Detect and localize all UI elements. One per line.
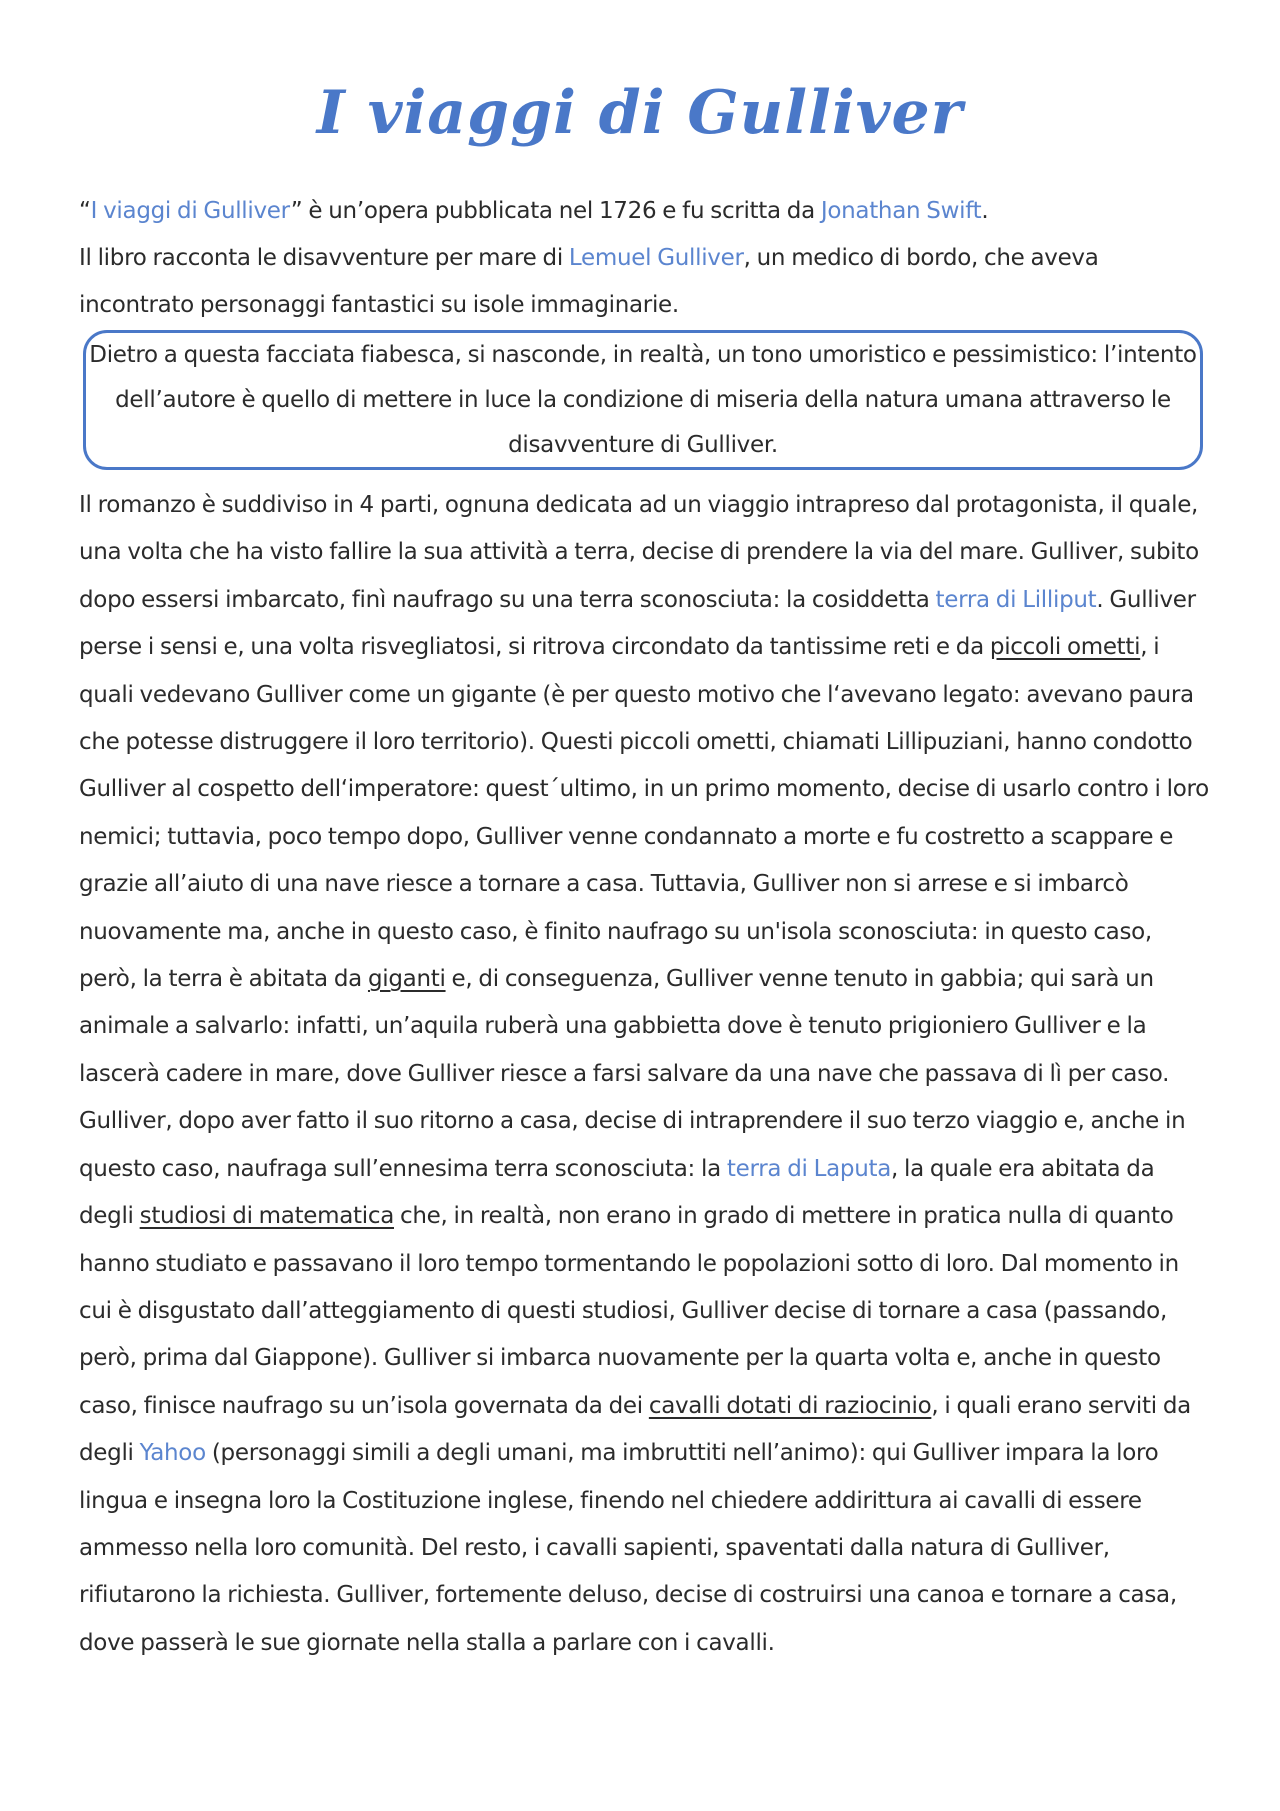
underline-giganti: giganti (367, 966, 446, 993)
intro-text: , un medico di bordo, che aveva incontrato personaggi fantastici su isole immaginarie. (79, 245, 1099, 318)
intro-text: ” è un’opera pubblicata nel 1726 e fu scritta da (290, 198, 821, 224)
highlight-laputa: terra di Laputa (726, 1155, 892, 1182)
body-segment: (personaggi simili a degli umani, ma imbruttiti nell’animo): qui Gulliver impara la loro lingua e insegna loro la Costituzione inglese, finendo nel chiedere addirittura ai cavalli di essere ammesso nella loro comunità. Del resto, i cavalli sapienti, spaventati dalla natura di Gulliver, rifiutarono la richiesta. Gulliver, fortemente deluso, decise di costruirsi una canoa e tornare a casa, dove passerà le sue giornate nella stalla a parlare con i cavalli. (79, 1440, 1177, 1656)
body-segment: e, di conseguenza, Gulliver venne tenuto in gabbia; qui sarà un animale a salvarlo: infatti, un’aquila ruberà una gabbietta dove è tenuto prigioniero Gulliver e la lascerà cadere in mare, dove Gulliver riesce a farsi salvare da una nave che passava di lì per caso. Gulliver, dopo aver fatto il suo ritorno a casa, decise di intraprendere il suo terzo viaggio e, anche in questo caso, naufraga sull’ennesima terra sconosciuta: la (79, 966, 1186, 1182)
highlight-yahoo: Yahoo (139, 1440, 206, 1467)
body-paragraph (79, 482, 1209, 1667)
underline-ometti: piccoli ometti (989, 634, 1141, 661)
underline-cavalli: cavalli dotati di raziocinio (648, 1392, 932, 1419)
intro-period: . (981, 198, 989, 224)
page-title: I viaggi di Gulliver (316, 78, 964, 148)
intro-paragraph (79, 188, 1209, 329)
intro-line-2 (79, 235, 1209, 329)
body-segment: , la quale era abitata da degli (79, 1155, 1155, 1230)
highlight-protagonist: Lemuel Gulliver (568, 245, 744, 271)
body-segment: . Gulliver perse i sensi e, una volta risvegliatosi, si ritrova circondato da tantissime reti e da (79, 586, 1196, 661)
highlight-box (83, 330, 1203, 470)
body-segment: Il romanzo è suddiviso in 4 parti, ognuna dedicata ad un viaggio intrapreso dal protagonista, il quale, una volta che ha visto fallire la sua attività a terra, decise di prendere la via del mare. Gulliver, subito dopo essersi imbarcato, finì naufrago su una terra sconosciuta: la cosiddetta (79, 492, 1199, 613)
highlight-author: Jonathan Swift (820, 198, 982, 224)
body-segment: , i quali vedevano Gulliver come un gigante (è per questo motivo che l‘avevano legato: avevano paura che potesse distruggere il loro territorio). Questi piccoli ometti, chiamati Lillipuziani, hanno condotto Gulliver al cospetto dell‘imperatore: quest´ultimo, in un primo momento, decise di usarlo contro i loro nemici; tuttavia, poco tempo dopo, Gulliver venne condannato a morte e fu costretto a scappare e grazie all’aiuto di una nave riesce a tornare a casa. Tuttavia, Gulliver non si arrese e si imbarcò nuovamente ma, anche in questo caso, è finito naufrago su un'isola sconosciuta: in questo caso, però, la terra è abitata da (79, 634, 1209, 993)
underline-studiosi: studiosi di matematica (139, 1203, 394, 1230)
body-segment: , i quali erano serviti da degli (79, 1392, 1191, 1467)
highlight-book-title: I viaggi di Gulliver (90, 198, 291, 224)
quote-open: “ (79, 198, 91, 224)
highlight-box-text: Dietro a questa facciata fiabesca, si nasconde, in realtà, un tono umoristico e pessimistico: l’intento dell’autore è quello di mettere in luce la condizione di miseria della natura umana attraverso le disavventure di Gulliver. (89, 342, 1197, 458)
highlight-lilliput: terra di Lilliput (935, 586, 1097, 613)
intro-text: Il libro racconta le disavventure per mare di (79, 245, 569, 271)
intro-line-1 (79, 188, 1209, 235)
body-segment: che, in realtà, non erano in grado di mettere in pratica nulla di quanto hanno studiato e passavano il loro tempo tormentando le popolazioni sotto di loro. Dal momento in cui è disgustato dall’atteggiamento di questi studiosi, Gulliver decise di tornare a casa (passando, però, prima dal Giappone). Gulliver si imbarca nuovamente per la quarta volta e, anche in questo caso, finisce naufrago su un’isola governata da dei (79, 1203, 1179, 1419)
body-text (79, 482, 1209, 1667)
